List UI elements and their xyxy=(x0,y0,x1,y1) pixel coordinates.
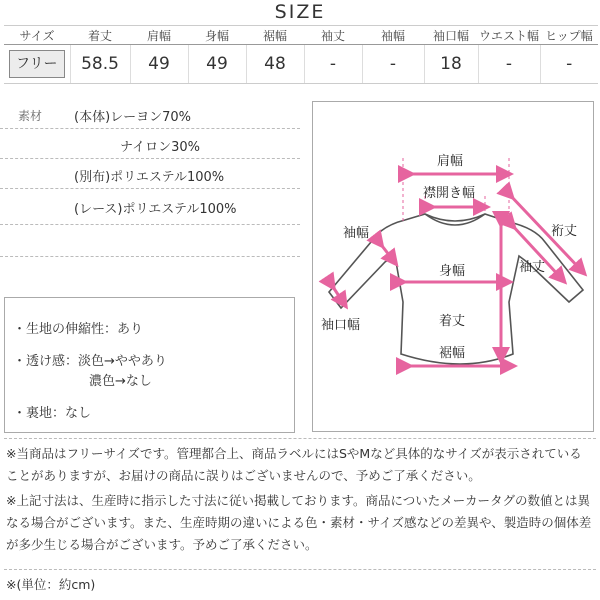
sheer-text: ・透け感：淡色→ややあり xyxy=(13,354,167,369)
unit-note: ※(単位：約cm) xyxy=(6,577,96,592)
cell-length: 58.5 xyxy=(70,45,130,84)
label-neck: 襟開き幅 xyxy=(423,186,476,201)
material-row xyxy=(0,158,300,189)
notes xyxy=(6,443,594,559)
col-waist: ウエスト幅 xyxy=(478,26,540,45)
label-shoulder: 肩幅 xyxy=(437,154,464,169)
material-nylon: ナイロン30% xyxy=(120,140,200,155)
col-hem-width: 裾幅 xyxy=(246,26,304,45)
label-length: 着丈 xyxy=(439,314,466,329)
material-row xyxy=(0,188,300,225)
material-row xyxy=(0,224,300,257)
col-body-width: 身幅 xyxy=(188,26,246,45)
lining-text: ・裏地：なし xyxy=(13,406,92,421)
label-yuki: 裄丈 xyxy=(551,224,578,239)
stretch-text: ・生地の伸縮性：あり xyxy=(13,322,144,337)
cell-hip: - xyxy=(540,45,598,84)
cell-sleeve-length: - xyxy=(304,45,362,84)
col-sleeve-length: 袖丈 xyxy=(304,26,362,45)
page-title: SIZE xyxy=(274,1,326,23)
size-table xyxy=(4,25,598,84)
material-row xyxy=(0,128,300,159)
material-label: 素材 xyxy=(18,109,43,123)
col-hip: ヒップ幅 xyxy=(540,26,598,45)
note-measurement: ※上記寸法は、生産時に指示した寸法に従い掲載しております。商品についたメーカータグの数値とは異なる場合がございます。また、生産時期の違いによる色・素材・サイズ感などの差異や、製造時の個体差が多少生じる場合がございます。予めご了承ください。 xyxy=(6,493,592,552)
label-cuff: 袖口幅 xyxy=(321,318,361,333)
measurement-diagram xyxy=(312,101,594,432)
cell-sleeve-width: - xyxy=(362,45,424,84)
cell-cuff-width: 18 xyxy=(424,45,478,84)
sheer-text-dark: 濃色→なし xyxy=(89,374,152,389)
label-body-width: 身幅 xyxy=(439,264,466,279)
material-sub: (別布)ポリエステル100% xyxy=(74,170,225,185)
label-sleeve-length: 袖丈 xyxy=(519,260,546,275)
col-size: サイズ xyxy=(4,26,70,45)
material-row xyxy=(0,100,300,129)
size-table-header xyxy=(4,26,598,45)
col-sleeve-width: 袖幅 xyxy=(362,26,424,45)
fabric-features-box xyxy=(4,297,295,433)
cell-shoulder: 49 xyxy=(130,45,188,84)
size-free-label: フリー xyxy=(9,50,65,78)
cell-body-width: 49 xyxy=(188,45,246,84)
cell-waist: - xyxy=(478,45,540,84)
col-shoulder: 肩幅 xyxy=(130,26,188,45)
label-hem: 裾幅 xyxy=(439,346,466,361)
divider xyxy=(4,438,596,439)
table-row xyxy=(4,45,598,84)
col-cuff-width: 袖口幅 xyxy=(424,26,478,45)
material-main: (本体)レーヨン70% xyxy=(74,110,192,125)
cell-hem-width: 48 xyxy=(246,45,304,84)
material-lace: (レース)ポリエステル100% xyxy=(74,202,237,217)
col-length: 着丈 xyxy=(70,26,130,45)
divider xyxy=(4,569,596,570)
label-sleeve-width: 袖幅 xyxy=(343,226,370,241)
note-free-size: ※当商品はフリーサイズです。管理都合上、商品ラベルにはSやMなど具体的なサイズが表示されていることがありますが、お届けの商品に誤りはございませんので、予めご了承ください。 xyxy=(6,446,582,483)
